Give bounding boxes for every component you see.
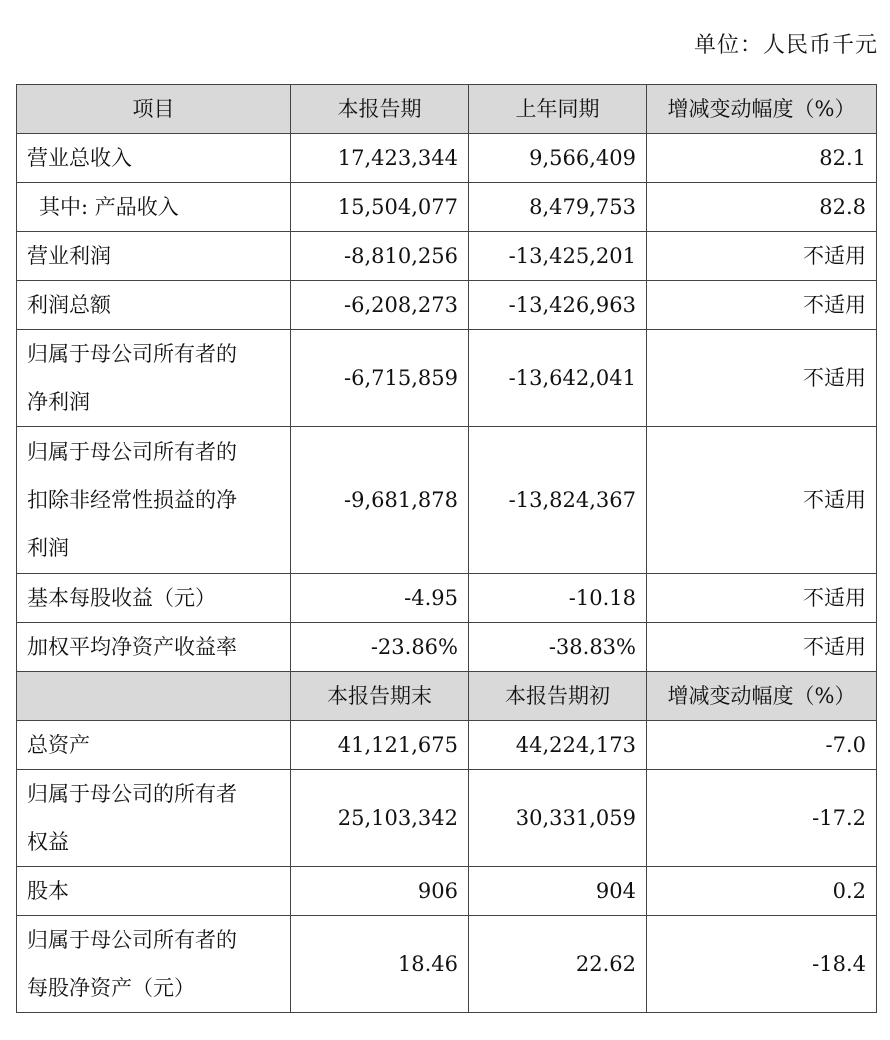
cell-current: -8,810,256	[291, 232, 469, 281]
row-label: 营业总收入	[17, 134, 291, 183]
row-label-line: 归属于母公司的所有者	[27, 782, 237, 806]
unit-note: 单位：人民币千元	[693, 33, 878, 58]
row-label-line: 每股净资产（元）	[27, 976, 195, 1000]
row-label: 总资产	[17, 721, 291, 770]
cell-change: 82.8	[647, 183, 877, 232]
cell-current: 25,103,342	[291, 770, 469, 867]
table-row	[17, 721, 877, 770]
cell-change: -7.0	[647, 721, 877, 770]
row-label: 利润总额	[17, 281, 291, 330]
cell-prior: 30,331,059	[469, 770, 647, 867]
cell-current: 17,423,344	[291, 134, 469, 183]
cell-change: 82.1	[647, 134, 877, 183]
cell-current: -6,208,273	[291, 281, 469, 330]
header-current-period: 本报告期	[291, 85, 469, 134]
table-row	[17, 427, 877, 574]
table-row	[17, 330, 877, 427]
subheader-change: 增减变动幅度（%）	[647, 672, 877, 721]
row-label-line: 权益	[27, 830, 69, 854]
row-label: 其中: 产品收入	[17, 183, 291, 232]
table-row	[17, 867, 877, 916]
table-row	[17, 770, 877, 867]
cell-current: -9,681,878	[291, 427, 469, 574]
cell-change: -17.2	[647, 770, 877, 867]
cell-prior: 22.62	[469, 916, 647, 1013]
cell-change: 不适用	[647, 427, 877, 574]
cell-prior: 9,566,409	[469, 134, 647, 183]
cell-change: 不适用	[647, 574, 877, 623]
table-row	[17, 183, 877, 232]
cell-current: -23.86%	[291, 623, 469, 672]
cell-current: -4.95	[291, 574, 469, 623]
cell-current: 18.46	[291, 916, 469, 1013]
cell-prior: 44,224,173	[469, 721, 647, 770]
header-prior-period: 上年同期	[469, 85, 647, 134]
row-label: 股本	[17, 867, 291, 916]
cell-current: 906	[291, 867, 469, 916]
row-label: 营业利润	[17, 232, 291, 281]
table-header-row	[17, 85, 877, 134]
cell-current: 15,504,077	[291, 183, 469, 232]
row-label	[17, 916, 291, 1013]
row-label: 加权平均净资产收益率	[17, 623, 291, 672]
cell-change: 不适用	[647, 623, 877, 672]
cell-current: 41,121,675	[291, 721, 469, 770]
subheader-item	[17, 672, 291, 721]
subheader-period-start: 本报告期初	[469, 672, 647, 721]
table-row	[17, 916, 877, 1013]
row-label-line: 归属于母公司所有者的	[27, 342, 237, 366]
cell-prior: -10.18	[469, 574, 647, 623]
table-subheader-row	[17, 672, 877, 721]
cell-prior: -13,824,367	[469, 427, 647, 574]
table-row	[17, 232, 877, 281]
header-item: 项目	[17, 85, 291, 134]
row-label	[17, 770, 291, 867]
row-label: 基本每股收益（元）	[17, 574, 291, 623]
table-row	[17, 134, 877, 183]
cell-prior: -13,426,963	[469, 281, 647, 330]
subheader-period-end: 本报告期末	[291, 672, 469, 721]
row-label	[17, 330, 291, 427]
row-label-line: 扣除非经常性损益的净	[27, 488, 237, 512]
row-label-line: 利润	[27, 536, 69, 560]
row-label	[17, 427, 291, 574]
cell-change: 不适用	[647, 232, 877, 281]
cell-prior: 904	[469, 867, 647, 916]
table-row	[17, 281, 877, 330]
row-label-line: 净利润	[27, 390, 90, 414]
cell-prior: -38.83%	[469, 623, 647, 672]
row-label-line: 归属于母公司所有者的	[27, 928, 237, 952]
cell-change: 不适用	[647, 281, 877, 330]
cell-change: 0.2	[647, 867, 877, 916]
cell-prior: 8,479,753	[469, 183, 647, 232]
table-row	[17, 574, 877, 623]
cell-current: -6,715,859	[291, 330, 469, 427]
cell-change: 不适用	[647, 330, 877, 427]
cell-change: -18.4	[647, 916, 877, 1013]
row-label-line: 归属于母公司所有者的	[27, 440, 237, 464]
financial-summary-table	[16, 84, 877, 1013]
cell-prior: -13,642,041	[469, 330, 647, 427]
header-change: 增减变动幅度（%）	[647, 85, 877, 134]
table-row	[17, 623, 877, 672]
cell-prior: -13,425,201	[469, 232, 647, 281]
